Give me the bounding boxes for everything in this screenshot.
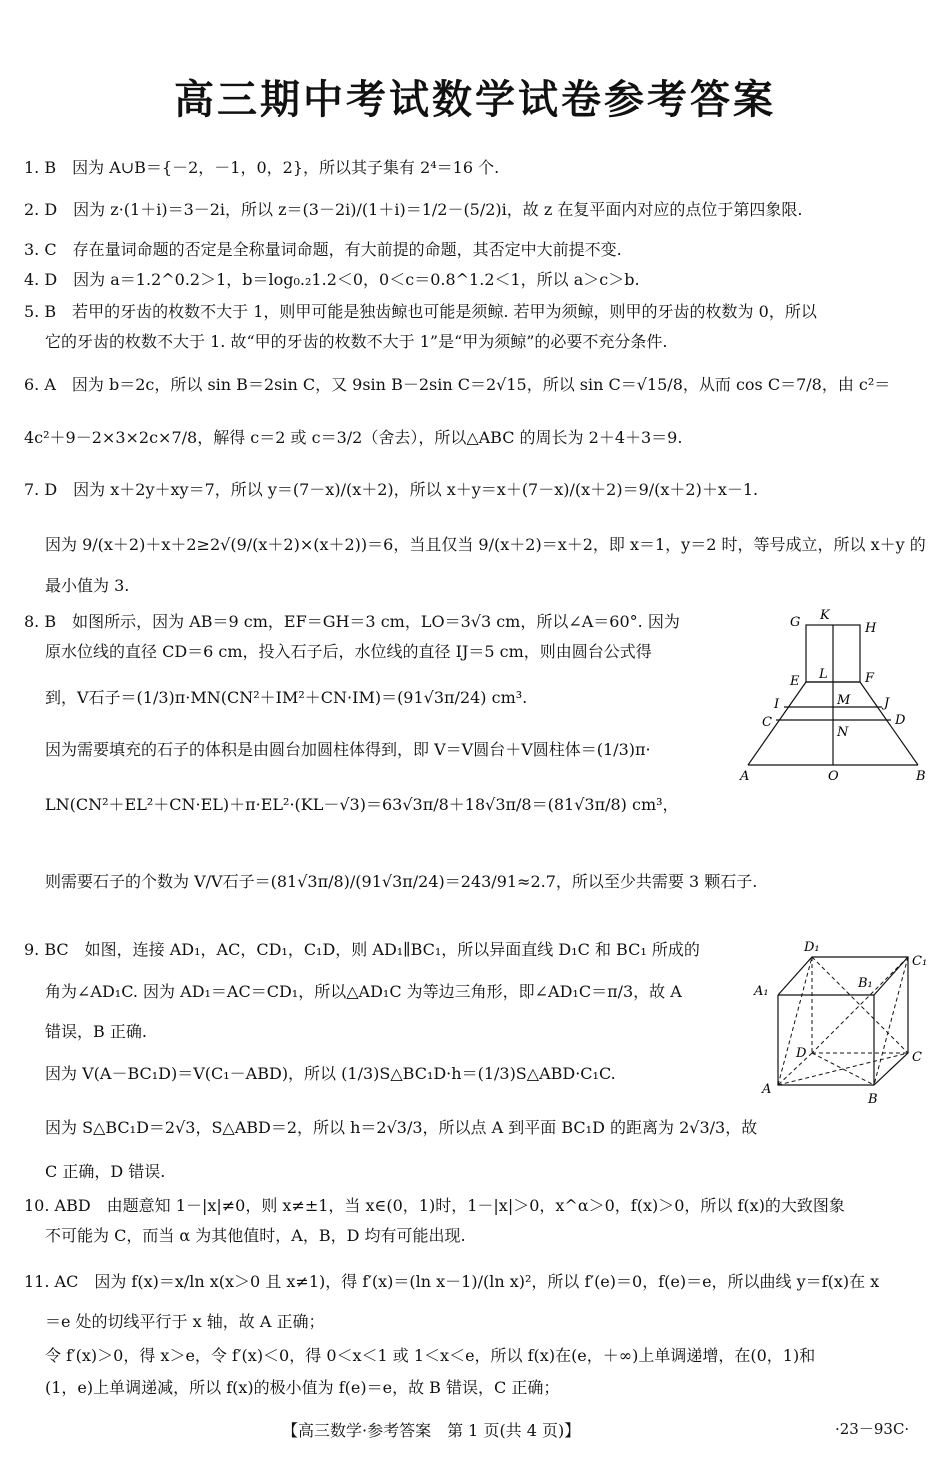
answer-line: 到，V石子＝(1/3)π·MN(CN²＋IM²＋CN·IM)＝(91√3π/24) cm³. — [45, 688, 528, 707]
answer-line: 1. B 因为 A∪B＝{－2，－1，0，2}，所以其子集有 2⁴＝16 个. — [24, 158, 500, 177]
answer-line: (1，e)上单调递减，所以 f(x)的极小值为 f(e)＝e，故 B 错误，C 正确； — [45, 1378, 560, 1397]
answer-line: 因为 9/(x＋2)＋x＋2≥2√(9/(x＋2)×(x＋2))＝6，当且仅当 9/(x＋2)＝x＋2，即 x＝1，y＝2 时，等号成立，所以 x＋y 的 — [45, 535, 926, 554]
label-J: J — [884, 696, 890, 711]
answer-line: 5. B 若甲的牙齿的枚数不大于 1，则甲可能是独齿鲸也可能是须鲸. 若甲为须鲸，则甲的牙齿的枚数为 0，所以 — [24, 302, 817, 321]
answer-line: 因为 V(A－BC₁D)＝V(C₁－ABD)，所以 (1/3)S△BC₁D·h＝(1/3)S△ABD·C₁C. — [45, 1064, 616, 1083]
answer-line: 3. C 存在量词命题的否定是全称量词命题，有大前提的命题，其否定中大前提不变. — [24, 240, 622, 259]
label-F: F — [865, 671, 875, 686]
answer-line: 11. AC 因为 f(x)＝x/ln x(x＞0 且 x≠1)，得 f′(x)＝(ln x－1)/(ln x)²，所以 f′(e)＝0，f(e)＝e，所以曲线 y＝f(x)在 x — [24, 1272, 880, 1291]
label-E: E — [790, 674, 800, 689]
answer-line: 10. ABD 由题意知 1－|x|≠0，则 x≠±1，当 x∈(0，1)时，1－|x|＞0，x^α＞0，f(x)＞0，所以 f(x)的大致图象 — [24, 1196, 845, 1215]
page-title: 高三期中考试数学试卷参考答案 — [174, 77, 776, 123]
answer-line: C 正确，D 错误. — [45, 1162, 166, 1181]
answer-line: 原水位线的直径 CD＝6 cm，投入石子后，水位线的直径 IJ＝5 cm，则由圆台公式得 — [45, 642, 652, 661]
label-C1: C₁ — [912, 954, 928, 969]
answer-line: 6. A 因为 b＝2c，所以 sin B＝2sin C，又 9sin B－2sin C＝2√15，所以 sin C＝√15/8，从而 cos C＝7/8，由 c²＝ — [24, 375, 891, 394]
answer-line: 8. B 如图所示，因为 AB＝9 cm，EF＝GH＝3 cm，LO＝3√3 cm，所以∠A＝60°. 因为 — [24, 612, 680, 631]
answer-line: 令 f′(x)＞0，得 x＞e，令 f′(x)＜0，得 0＜x＜1 或 1＜x＜e，所以 f(x)在(e，＋∞)上单调递增，在(0，1)和 — [45, 1346, 816, 1365]
label-D: D — [796, 1046, 807, 1061]
cube-figure — [750, 935, 940, 1110]
answer-line: 最小值为 3. — [45, 576, 130, 595]
frustum-cylinder-figure — [738, 600, 938, 790]
label-N: N — [837, 725, 849, 740]
answer-line: 角为∠AD₁C. 因为 AD₁＝AC＝CD₁，所以△AD₁C 为等边三角形，即∠AD₁C＝π/3，故 A — [45, 982, 682, 1001]
label-B1: B₁ — [858, 976, 873, 991]
label-A: A — [740, 769, 750, 784]
answer-line: 因为 S△BC₁D＝2√3，S△ABD＝2，所以 h＝2√3/3，所以点 A 到平面 BC₁D 的距离为 2√3/3，故 — [45, 1118, 758, 1137]
label-G: G — [790, 615, 801, 630]
answer-line: 错误，B 正确. — [45, 1022, 147, 1041]
label-L: L — [819, 667, 828, 682]
answer-line: 不可能为 C，而当 α 为其他值时，A，B，D 均有可能出现. — [45, 1226, 466, 1245]
answer-line: 则需要石子的个数为 V/V石子＝(81√3π/8)/(91√3π/24)＝243/91≈2.7，所以至少共需要 3 颗石子. — [45, 872, 758, 891]
label-C: C — [762, 715, 772, 730]
answer-line: 它的牙齿的枚数不大于 1. 故“甲的牙齿的枚数不大于 1”是“甲为须鲸”的必要不充分条件. — [45, 332, 668, 351]
label-H: H — [865, 621, 877, 636]
answer-line: 4. D 因为 a＝1.2^0.2＞1，b＝log₀.₂1.2＜0，0＜c＝0.8^1.2＜1，所以 a＞c＞b. — [24, 270, 640, 289]
label-D1: D₁ — [804, 940, 820, 955]
document-code: ·23－93C· — [835, 1420, 910, 1438]
answer-line: 9. BC 如图，连接 AD₁，AC，CD₁，C₁D，则 AD₁∥BC₁，所以异面直线 D₁C 和 BC₁ 所成的 — [24, 940, 700, 959]
label-B: B — [916, 769, 926, 784]
label-A1: A₁ — [754, 984, 769, 999]
label-K: K — [820, 608, 830, 623]
label-M: M — [837, 693, 851, 708]
label-B: B — [868, 1092, 878, 1107]
label-I: I — [774, 697, 780, 712]
label-A: A — [762, 1082, 772, 1097]
label-O: O — [828, 769, 839, 784]
answer-line: ＝e 处的切线平行于 x 轴，故 A 正确； — [45, 1312, 325, 1331]
answer-line: 因为需要填充的石子的体积是由圆台加圆柱体得到，即 V＝V圆台＋V圆柱体＝(1/3)π· — [45, 740, 651, 759]
label-C: C — [912, 1050, 922, 1065]
answer-line: 2. D 因为 z·(1＋i)＝3－2i，所以 z＝(3－2i)/(1＋i)＝1/2－(5/2)i，故 z 在复平面内对应的点位于第四象限. — [24, 200, 803, 219]
answer-line: 4c²＋9－2×3×2c×7/8，解得 c＝2 或 c＝3/2（舍去），所以△ABC 的周长为 2＋4＋3＝9. — [24, 428, 683, 447]
answer-line: LN(CN²＋EL²＋CN·EL)＋π·EL²·(KL－√3)＝63√3π/8＋18√3π/8＝(81√3π/8) cm³， — [45, 795, 679, 814]
page-footer: 【高三数学·参考答案 第 1 页(共 4 页)】 — [282, 1421, 581, 1440]
answer-line: 7. D 因为 x＋2y＋xy＝7，所以 y＝(7－x)/(x＋2)，所以 x＋y＝x＋(7－x)/(x＋2)＝9/(x＋2)＋x－1. — [24, 480, 759, 499]
label-D: D — [895, 713, 906, 728]
